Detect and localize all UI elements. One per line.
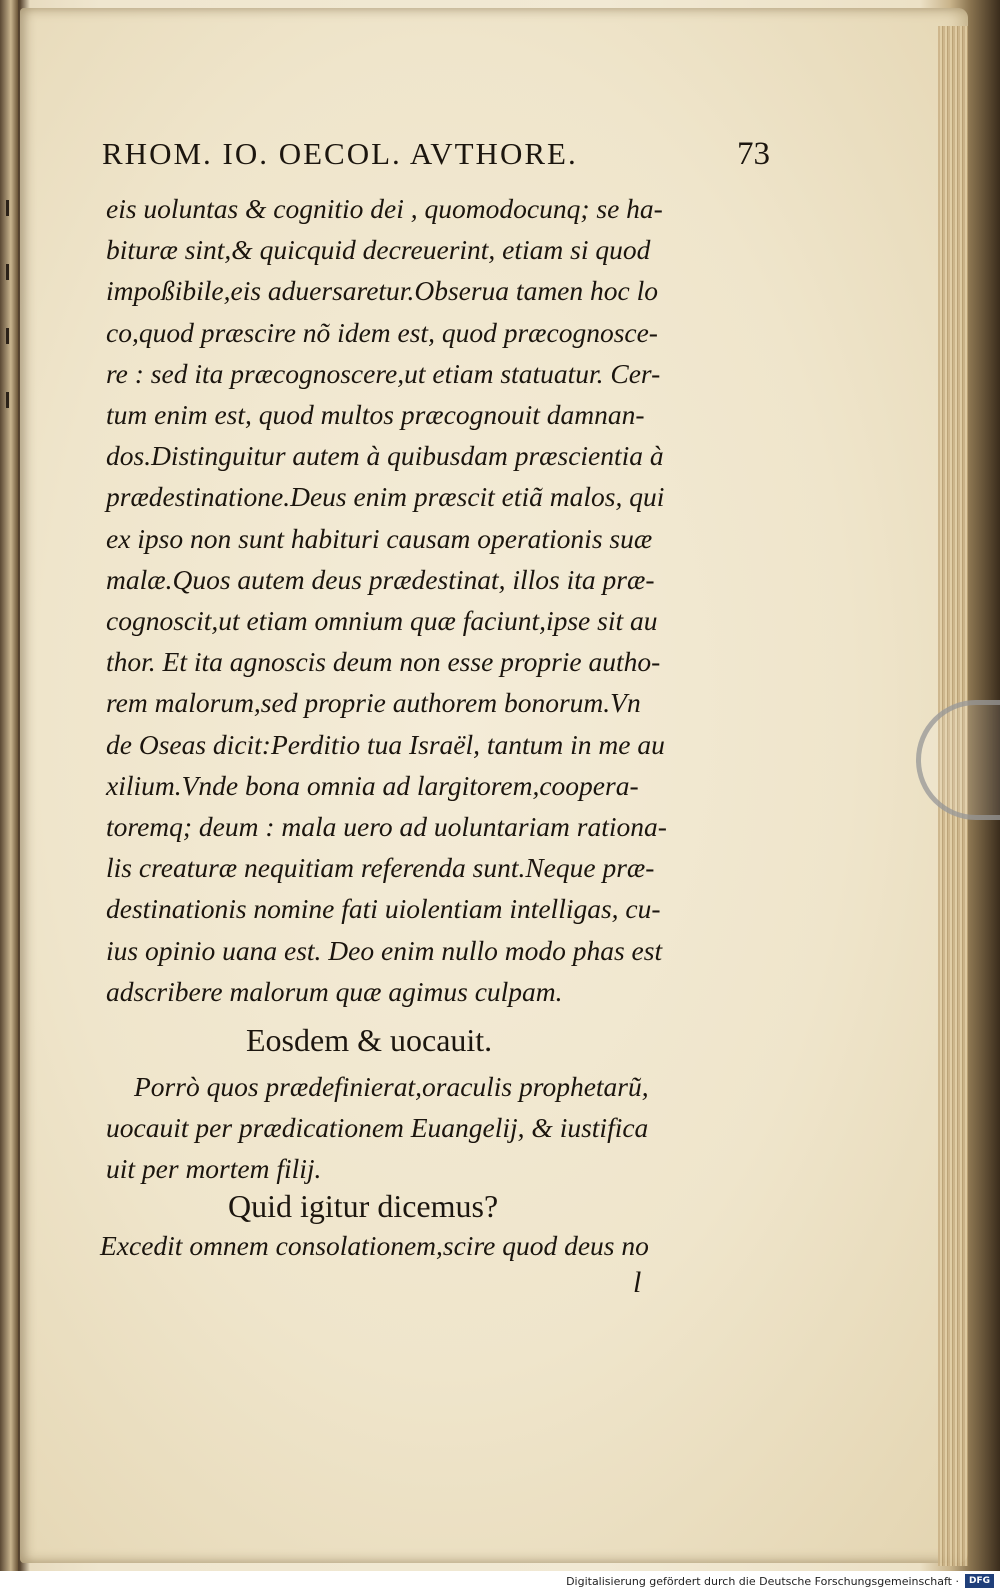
text-line: uocauit per prædicationem Euangelij, & iustifica	[106, 1112, 649, 1143]
text-line: dos.Distinguitur autem à quibusdam præscientia à	[106, 440, 664, 472]
main-paragraph	[106, 188, 734, 1012]
text-line: eis uoluntas & cognitio dei , quomodocunq; se ha-	[106, 193, 663, 224]
text-line: co,quod præscire nõ idem est, quod præcognosce-	[106, 316, 658, 348]
text-line: ex ipso non sunt habituri causam operationis suæ	[106, 522, 653, 554]
text-line: destinationis nomine fati uiolentiam intelligas, cu-	[106, 893, 661, 925]
text-line: bituræ sint,& quicquid decreuerint, etiam si quod	[106, 234, 651, 266]
footer-credit: Digitalisierung gefördert durch die Deutsche Forschungsgemeinschaft ·	[566, 1574, 959, 1588]
text-line: re : sed ita præcognoscere,ut etiam statuatur. Cer-	[106, 357, 661, 389]
text-line: adscribere malorum quæ agimus culpam.	[106, 975, 563, 1007]
signature-mark: l	[633, 1266, 642, 1299]
text-line: Porrò quos prædefinierat,oraculis prophetarũ,	[134, 1071, 649, 1102]
text-line: cognoscit,ut etiam omnium quæ faciunt,ipse sit au	[106, 605, 658, 637]
adjacent-page-marks	[0, 200, 16, 460]
digitization-footer	[0, 1571, 1000, 1591]
section-heading-eosdem: Eosdem & uocauit.	[246, 1022, 493, 1058]
header-title: RHOM. IO. OECOL. AVTHORE.	[102, 136, 578, 171]
text-line: lis creaturæ nequitiam referenda sunt.Neque præ-	[106, 852, 655, 884]
text-line: malæ.Quos autem deus prædestinat, illos ita præ-	[106, 563, 655, 595]
section-heading-quid: Quid igitur dicemus?	[228, 1188, 499, 1224]
text-line: rem malorum,sed proprie authorem bonorum.Vn	[106, 687, 641, 719]
third-paragraph: Excedit omnem consolationem,scire quod deus no	[100, 1230, 649, 1261]
text-line: tum enim est, quod multos præcognouit damnan-	[106, 399, 645, 431]
text-line: de Oseas dicit:Perditio tua Israël, tantum in me au	[106, 728, 665, 760]
running-header	[102, 136, 770, 176]
text-line: prædestinatione.Deus enim præscit etiã malos, qui	[106, 481, 665, 513]
text-line: toremq; deum : mala uero ad uoluntariam rationa-	[106, 811, 667, 843]
text-line: uit per mortem filij.	[106, 1153, 322, 1184]
text-line: xilium.Vnde bona omnia ad largitorem,coopera-	[106, 769, 639, 801]
text-line: thor. Et ita agnoscis deum non esse proprie autho-	[106, 646, 661, 678]
dfg-logo-icon: DFG	[965, 1574, 994, 1588]
text-line: ius opinio uana est. Deo enim nullo modo phas est	[106, 934, 663, 966]
text-line: impoßibile,eis aduersaretur.Obserua tamen hoc lo	[106, 275, 658, 307]
second-paragraph	[106, 1066, 746, 1189]
page-number: 73	[737, 136, 770, 172]
